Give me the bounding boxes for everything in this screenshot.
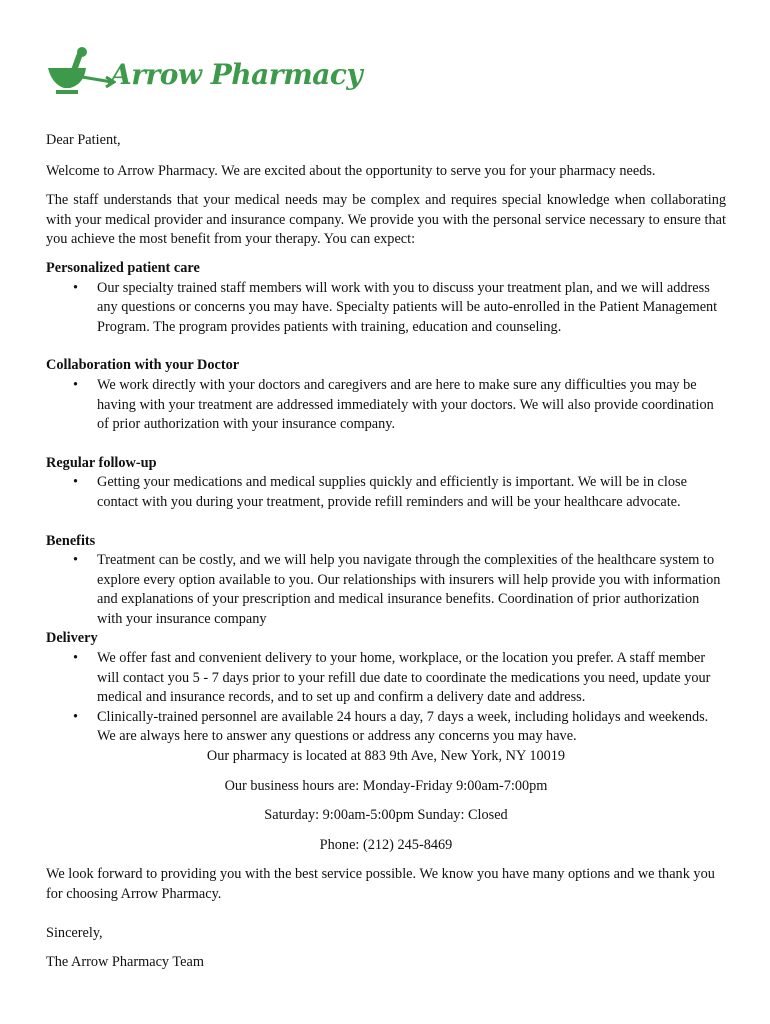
bullet-list: [46, 376, 726, 435]
bullet-icon: •: [73, 650, 79, 667]
section-delivery: [46, 629, 726, 747]
greeting: Dear Patient,: [46, 132, 121, 148]
letter-body: [46, 131, 726, 973]
bullet-icon: •: [73, 552, 79, 569]
section-regular-follow-up: [46, 454, 726, 513]
section-heading: Regular follow-up: [46, 454, 157, 471]
list-item: [46, 708, 726, 747]
bullet-list: [46, 649, 726, 747]
list-item: [46, 279, 726, 338]
section-heading: Collaboration with your Doctor: [46, 357, 240, 374]
bullet-text: Our specialty trained staff members will work with you to discuss your treatment plan, and we will address any questions or concerns you may have. Specialty patients will be auto-enrolled in the Patient Management Program. The program provides patients with training, education and counseling.: [97, 279, 718, 335]
phone-line: Phone: (212) 245-8469: [319, 836, 453, 853]
weekend-hours-line: Saturday: 9:00am-5:00pm Sunday: Closed: [264, 807, 508, 824]
closing-paragraph: We look forward to providing you with the best service possible. We know you have many options and we thank you for choosing Arrow Pharmacy.: [46, 866, 715, 902]
bullet-icon: •: [73, 279, 79, 296]
intro-paragraph: The staff understands that your medical needs may be complex and requires special knowledge when collaborating with your medical provider and insurance company. We provide you with the personal service necessary to ensure that you achieve the most benefit from your therapy. You can expect:: [46, 192, 726, 248]
bullet-list: [46, 551, 726, 629]
section-collaboration: [46, 356, 726, 434]
bullet-text: We work directly with your doctors and caregivers and are here to make sure any difficulties you may be having with your treatment are addressed immediately with your doctors. We will also provide coordination of prior authorization with your insurance company.: [97, 376, 714, 433]
list-item: [46, 473, 726, 512]
bullet-icon: •: [73, 708, 79, 725]
logo-text: Arrow Pharmacy: [110, 58, 363, 91]
bullet-text: Getting your medications and medical supplies quickly and efficiently is important. We will be in close contact with you during your treatment, provide refill reminders and will be your healthcare advocate.: [97, 474, 687, 510]
mortar-pestle-icon: [46, 46, 116, 102]
list-item: [46, 649, 726, 708]
sign-off: Sincerely,: [46, 924, 103, 941]
bullet-text: Treatment can be costly, and we will help you navigate through the complexities of the healthcare system to explore every option available to you. Our relationships with insurers will help provide you with information and explanations of your prescription and medical insurance benefits. Coordination of prior authorization with your insurance company: [97, 552, 721, 627]
section-benefits: [46, 532, 726, 630]
section-personalized-care: [46, 259, 726, 337]
section-heading: Delivery: [46, 630, 98, 647]
welcome-paragraph: Welcome to Arrow Pharmacy. We are excited about the opportunity to serve you for your pharmacy needs.: [46, 162, 656, 179]
section-heading: Benefits: [46, 532, 96, 549]
bullet-list: [46, 473, 726, 512]
bullet-text: Clinically-trained personnel are available 24 hours a day, 7 days a week, including holidays and weekends. We are always here to answer any questions or address any concerns you may have.: [97, 708, 709, 745]
bullet-text: We offer fast and convenient delivery to your home, workplace, or the location you prefer. A staff member will contact you 5 - 7 days prior to your refill due date to coordinate the medications you need, update your medical and insurance records, and to set up and confirm a delivery date and address.: [97, 650, 711, 706]
bullet-list: [46, 279, 726, 338]
signature: The Arrow Pharmacy Team: [46, 954, 204, 971]
list-item: [46, 551, 726, 629]
list-item: [46, 376, 726, 435]
bullet-icon: •: [73, 474, 79, 491]
bullet-icon: •: [73, 376, 79, 393]
location-line: Our pharmacy is located at 883 9th Ave, New York, NY 10019: [206, 748, 566, 765]
hours-line: Our business hours are: Monday-Friday 9:00am-7:00pm: [224, 777, 548, 794]
section-heading: Personalized patient care: [46, 259, 200, 276]
arrow-pharmacy-logo: [46, 46, 363, 102]
